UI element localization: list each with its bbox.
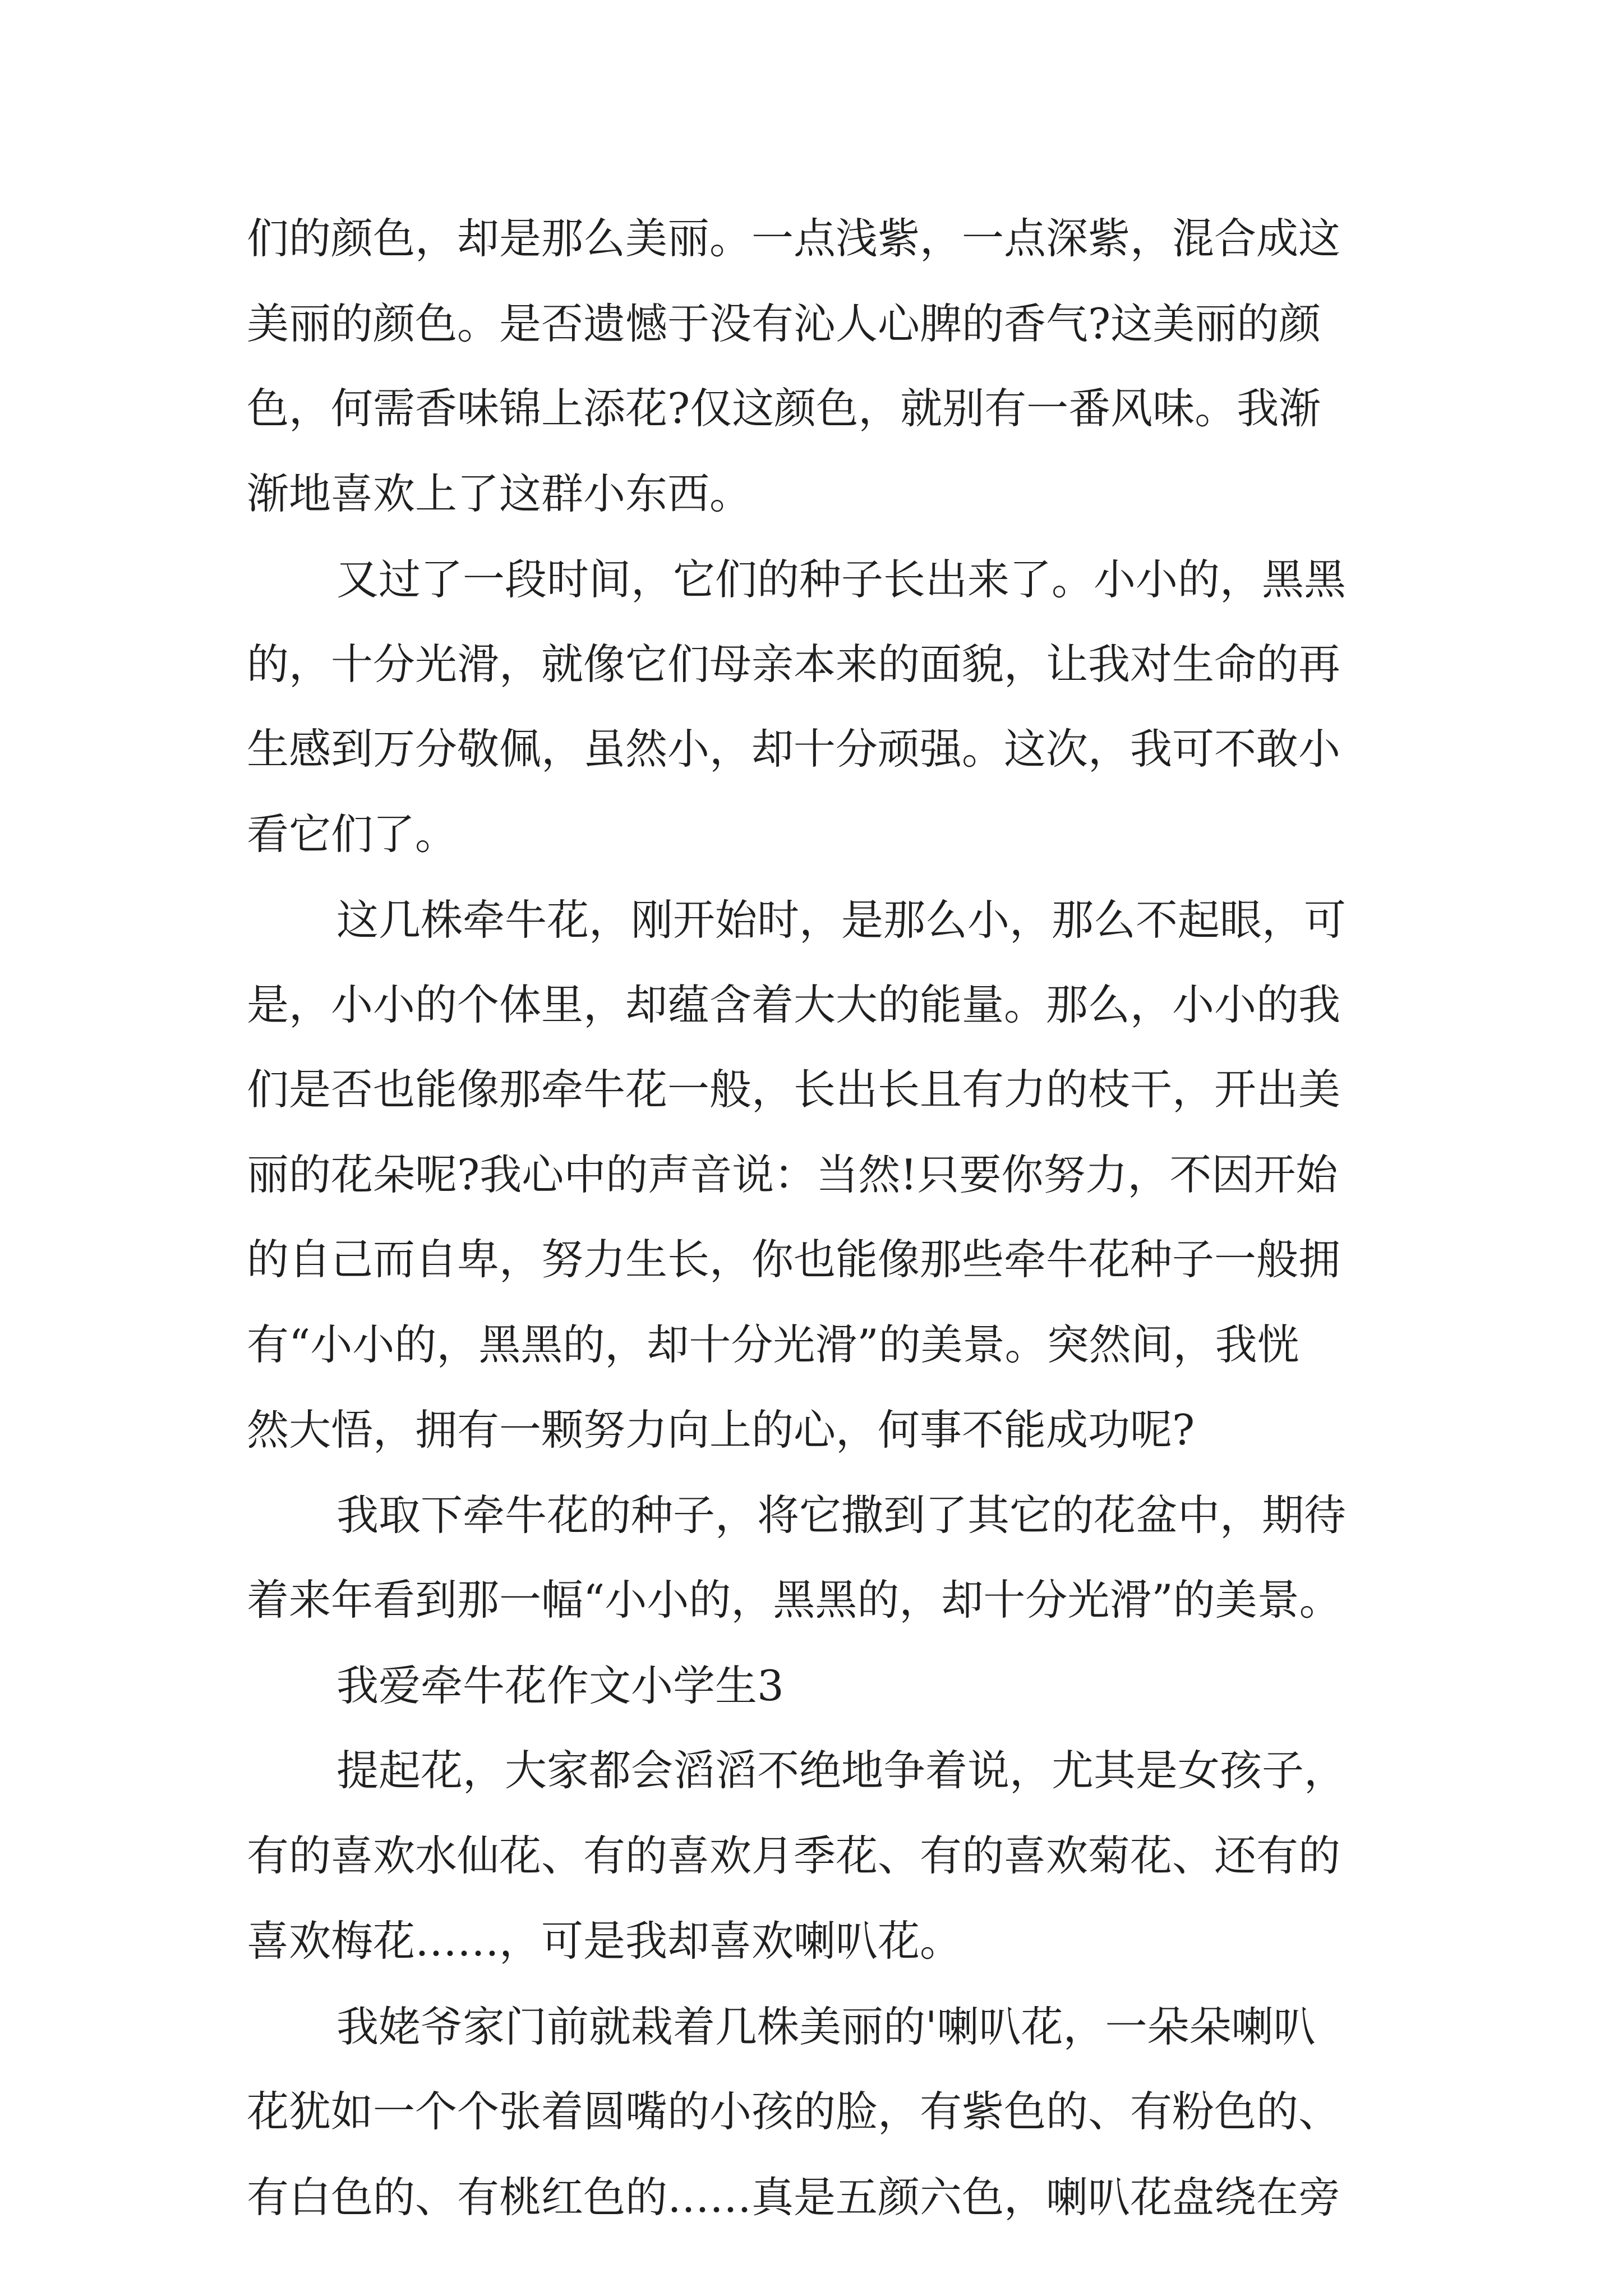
text-line: 是，小小的个体里，却蕴含着大大的能量。那么，小小的我	[247, 980, 1341, 1029]
text-line: 然大悟，拥有一颗努力向上的心，何事不能成功呢?	[247, 1405, 1195, 1455]
text-line: 美丽的颜色。是否遗憾于没有沁人心脾的香气?这美丽的颜	[247, 299, 1321, 348]
text-line: 的，十分光滑，就像它们母亲本来的面貌，让我对生命的再	[247, 639, 1341, 689]
text-line: 着来年看到那一幅“小小的，黑黑的，却十分光滑”的美景。	[247, 1575, 1341, 1625]
text-line: 有的喜欢水仙花、有的喜欢月季花、有的喜欢菊花、还有的	[247, 1831, 1341, 1880]
section-heading: 我爱牵牛花作文小学生3	[336, 1661, 784, 1710]
text-line: 又过了一段时间，它们的种子长出来了。小小的，黑黑	[336, 555, 1347, 604]
text-line: 们是否也能像那牵牛花一般，长出长且有力的枝干，开出美	[247, 1065, 1341, 1114]
text-line: 渐地喜欢上了这群小东西。	[247, 469, 752, 518]
text-line: 生感到万分敬佩，虽然小，却十分顽强。这次，我可不敢小	[247, 724, 1341, 774]
text-line: 提起花，大家都会滔滔不绝地争着说，尤其是女孩子，	[336, 1746, 1347, 1795]
text-line: 这几株牵牛花，刚开始时，是那么小，那么不起眼，可	[336, 895, 1347, 945]
text-line: 看它们了。	[247, 809, 458, 859]
text-line: 有“小小的，黑黑的，却十分光滑”的美景。突然间，我恍	[247, 1320, 1299, 1369]
text-line: 丽的花朵呢?我心中的声音说：当然!只要你努力，不因开始	[247, 1150, 1338, 1199]
text-line: 们的颜色，却是那么美丽。一点浅紫，一点深紫，混合成这	[247, 214, 1341, 263]
text-line: 有白色的、有桃红色的……真是五颜六色，喇叭花盘绕在旁	[247, 2173, 1341, 2222]
text-line: 我姥爷家门前就栽着几株美丽的'喇叭花，一朵朵喇叭	[336, 2002, 1316, 2051]
text-line: 色，何需香味锦上添花?仅这颜色，就别有一番风味。我渐	[247, 384, 1321, 433]
text-line: 我取下牵牛花的种子，将它撒到了其它的花盆中，期待	[336, 1490, 1347, 1540]
text-line: 的自己而自卑，努力生长，你也能像那些牵牛花种子一般拥	[247, 1235, 1341, 1284]
text-line: 花犹如一个个张着圆嘴的小孩的脸，有紫色的、有粉色的、	[247, 2087, 1341, 2136]
text-line: 喜欢梅花……，可是我却喜欢喇叭花。	[247, 1916, 962, 1966]
